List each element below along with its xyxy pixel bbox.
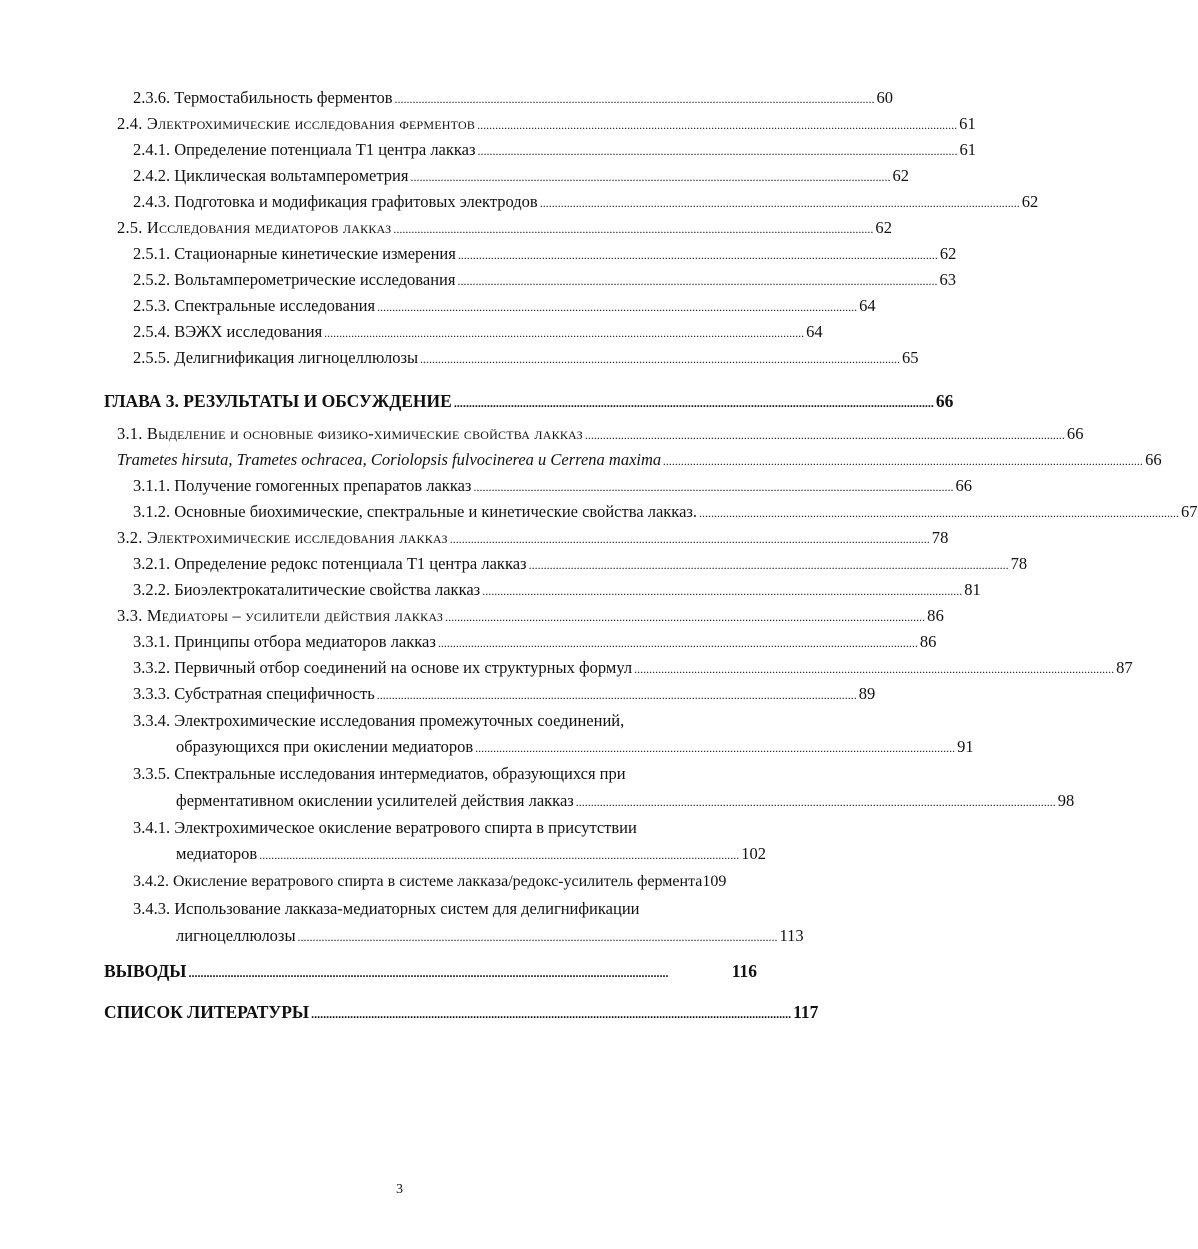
toc-entry: [176, 926, 804, 947]
toc-page-number: 117: [793, 1002, 819, 1022]
toc-page-number: 67: [1181, 502, 1198, 521]
leader-dots: ................................................................................................................................................................: [437, 636, 918, 650]
leader-dots: ................................................................................................................................................................: [393, 222, 874, 236]
toc-entry: [133, 632, 937, 653]
toc-entry: [133, 322, 823, 343]
toc-page-number: 63: [939, 270, 956, 289]
leader-dots: ................................................................................................................................................................: [457, 248, 938, 262]
leader-dots: ................................................................................................................................................................: [477, 118, 958, 132]
toc-entry-text: 3.2.1. Определение редокс потенциала Т1 центра лакказ: [133, 554, 527, 573]
toc-page-number: 66: [1145, 450, 1162, 469]
toc-entry-text: 2.5.2. Вольтамперометрические исследования: [133, 270, 456, 289]
toc-chapter-entry: [104, 961, 757, 983]
page-number: 3: [396, 1182, 403, 1197]
toc-page-number: 66: [935, 391, 954, 411]
toc-entry-text: 2.5.5. Делигнификация лигноцеллюлозы: [133, 348, 419, 367]
leader-dots: ................................................................................................................................................................: [377, 300, 858, 314]
toc-entry-text: 3.3.2. Первичный отбор соединений на основе их структурных формул: [133, 658, 633, 677]
toc-entry: [133, 872, 756, 892]
toc-page-number: 61: [959, 140, 977, 159]
leader-dots: ................................................................................................................................................................: [663, 454, 1144, 468]
leader-dots: ................................................................................................................................................................: [473, 480, 954, 494]
toc-page-number: 64: [859, 296, 876, 315]
toc-entry-text: 3.1. Выделение и основные физико-химические свойства лакказ: [117, 424, 583, 443]
toc-entry-continuation: лигноцеллюлозы: [176, 926, 296, 945]
toc-entry: [133, 554, 1028, 575]
leader-dots: ................................................................................................................................................................: [699, 506, 1180, 520]
toc-entry: [133, 348, 919, 369]
toc-page-number: 86: [919, 632, 937, 651]
toc-entry: [117, 218, 893, 239]
toc-page-number: 62: [875, 218, 893, 237]
leader-dots: ................................................................................................................................................................: [477, 144, 958, 158]
toc-entry: [133, 140, 977, 161]
toc-entry-text: 3.1.2. Основные биохимические, спектральные и кинетические свойства лакказ.: [133, 502, 698, 521]
leader-dots: ................................................................................................................................................................: [575, 795, 1056, 809]
toc-entry-continuation: ферментативном окислении усилителей действия лакказ: [176, 791, 574, 810]
toc-page-number: 113: [779, 926, 804, 945]
leader-dots: ................................................................................................................................................................: [410, 170, 891, 184]
toc-entry-first-line: 3.4.1. Электрохимическое окисление вератрового спирта в присутствии: [133, 818, 637, 837]
toc-entry: [117, 450, 1162, 471]
toc-entry-text: 3.1.1. Получение гомогенных препаратов лакказ: [133, 476, 472, 495]
toc-entry: [133, 166, 909, 187]
toc-entry: [176, 737, 974, 758]
toc-entry: [133, 580, 981, 601]
leader-dots: ................................................................................................................................................................: [482, 584, 963, 598]
toc-page-number: 65: [902, 348, 919, 367]
toc-page-number: 87: [1116, 658, 1133, 677]
toc-entry: [133, 270, 956, 291]
toc-page-number: 62: [1021, 192, 1039, 211]
leader-dots: ................................................................................................................................................................: [584, 428, 1065, 442]
leader-dots: ................................................................................................................................................................: [445, 610, 926, 624]
toc-chapter-entry: [104, 391, 954, 413]
toc-page-number: 86: [927, 606, 945, 625]
toc-entry: [176, 791, 1075, 812]
toc-entry-text: 2.3.6. Термостабильность ферментов: [133, 88, 393, 107]
leader-dots: ................................................................................................................................................................: [453, 396, 934, 410]
toc-entry-text: 2.5.1. Стационарные кинетические измерения: [133, 244, 456, 263]
toc-entry: [117, 424, 1084, 445]
leader-dots: ................................................................................................................................................................: [420, 352, 901, 366]
toc-page-number: 62: [939, 244, 957, 263]
leader-dots: ................................................................................................................................................................: [188, 966, 669, 980]
toc-page-number: 66: [1066, 424, 1084, 443]
toc-entry: [133, 684, 876, 705]
toc-page-number: 98: [1057, 791, 1075, 810]
leader-dots: ................................................................................................................................................................: [394, 92, 875, 106]
toc-page-number: 78: [1010, 554, 1028, 573]
toc-entry: [133, 296, 876, 317]
toc-entry-text: 3.3. Медиаторы – усилители действия лакказ: [117, 606, 444, 625]
leader-dots: ................................................................................................................................................................: [457, 274, 938, 288]
toc-entry: [117, 606, 945, 627]
toc-page-number: 89: [858, 684, 876, 703]
toc-entry-text: СПИСОК ЛИТЕРАТУРЫ: [104, 1002, 310, 1022]
toc-chapter-entry: [104, 1002, 819, 1024]
toc-entry-text: Trametes hirsuta, Trametes ochracea, Coriolopsis fulvocinerea и Cerrena maxima: [117, 450, 662, 469]
toc-entry: [133, 502, 1198, 523]
leader-dots: ................................................................................................................................................................: [634, 662, 1115, 676]
toc-entry: [117, 114, 977, 135]
toc-entry-text: 3.2. Электрохимические исследования лакказ: [117, 528, 448, 547]
toc-entry: [133, 192, 1039, 213]
toc-entry-text: 2.4.3. Подготовка и модификация графитовых электродов: [133, 192, 538, 211]
toc-page-number: 91: [957, 737, 974, 756]
leader-dots: ................................................................................................................................................................: [259, 848, 740, 862]
toc-entry-text: 2.5.4. ВЭЖХ исследования: [133, 322, 323, 341]
leader-dots: ................................................................................................................................................................: [528, 558, 1009, 572]
toc-entry-text: 2.4.2. Циклическая вольтамперометрия: [133, 166, 409, 185]
leader-dots: ................................................................................................................................................................: [376, 688, 857, 702]
toc-entry-first-line: 3.3.4. Электрохимические исследования промежуточных соединений,: [133, 711, 625, 730]
leader-dots: ................................................................................................................................................................: [324, 326, 805, 340]
toc-page-number: 78: [931, 528, 949, 547]
toc-page-number: 66: [955, 476, 972, 495]
leader-dots: ................................................................................................................................................................: [297, 930, 778, 944]
toc-entry-text: ВЫВОДЫ: [104, 961, 187, 981]
toc-entry-text: 3.3.3. Субстратная специфичность: [133, 684, 375, 703]
toc-entry: [133, 476, 972, 497]
toc-entry-first-line: 3.3.5. Спектральные исследования интермедиатов, образующихся при: [133, 764, 626, 783]
toc-entry: [117, 528, 949, 549]
toc-page-number: 64: [806, 322, 823, 341]
toc-entry-continuation: медиаторов: [176, 844, 258, 863]
toc-page-number: 109: [702, 873, 727, 890]
toc-entry: [133, 88, 893, 109]
toc-page-number: 60: [876, 88, 893, 107]
leader-dots: ................................................................................................................................................................: [449, 532, 930, 546]
toc-entry: [133, 658, 1133, 679]
toc-entry-text: 2.4.1. Определение потенциала Т1 центра лакказ: [133, 140, 476, 159]
toc-entry-text: 3.4.2. Окисление вератрового спирта в системе лакказа/редокс-усилитель фермента: [133, 873, 703, 890]
toc-entry-continuation: образующихся при окислении медиаторов: [176, 737, 474, 756]
toc-entry-text: 2.5. Исследования медиаторов лакказ: [117, 218, 392, 237]
toc-entry-text: ГЛАВА 3. РЕЗУЛЬТАТЫ И ОБСУЖДЕНИЕ: [104, 391, 452, 411]
toc-page-number: 81: [964, 580, 981, 599]
toc-entry: [176, 844, 766, 865]
toc-page-number: 62: [892, 166, 909, 185]
toc-page-number: 61: [959, 114, 977, 133]
toc-entry-text: 2.5.3. Спектральные исследования: [133, 296, 376, 315]
leader-dots: ................................................................................................................................................................: [475, 741, 956, 755]
leader-dots: ................................................................................................................................................................: [539, 196, 1020, 210]
toc-entry: [133, 244, 957, 265]
toc-entry-first-line: 3.4.3. Использование лакказа-медиаторных систем для делигнификации: [133, 899, 640, 918]
toc-entry-text: 3.3.1. Принципы отбора медиаторов лакказ: [133, 632, 436, 651]
toc-page-number: 116: [731, 961, 757, 981]
leader-dots: ................................................................................................................................................................: [311, 1007, 792, 1021]
toc-page-number: 102: [741, 844, 766, 863]
toc-entry-text: 2.4. Электрохимические исследования ферментов: [117, 114, 476, 133]
toc-entry-text: 3.2.2. Биоэлектрокаталитические свойства лакказ: [133, 580, 481, 599]
